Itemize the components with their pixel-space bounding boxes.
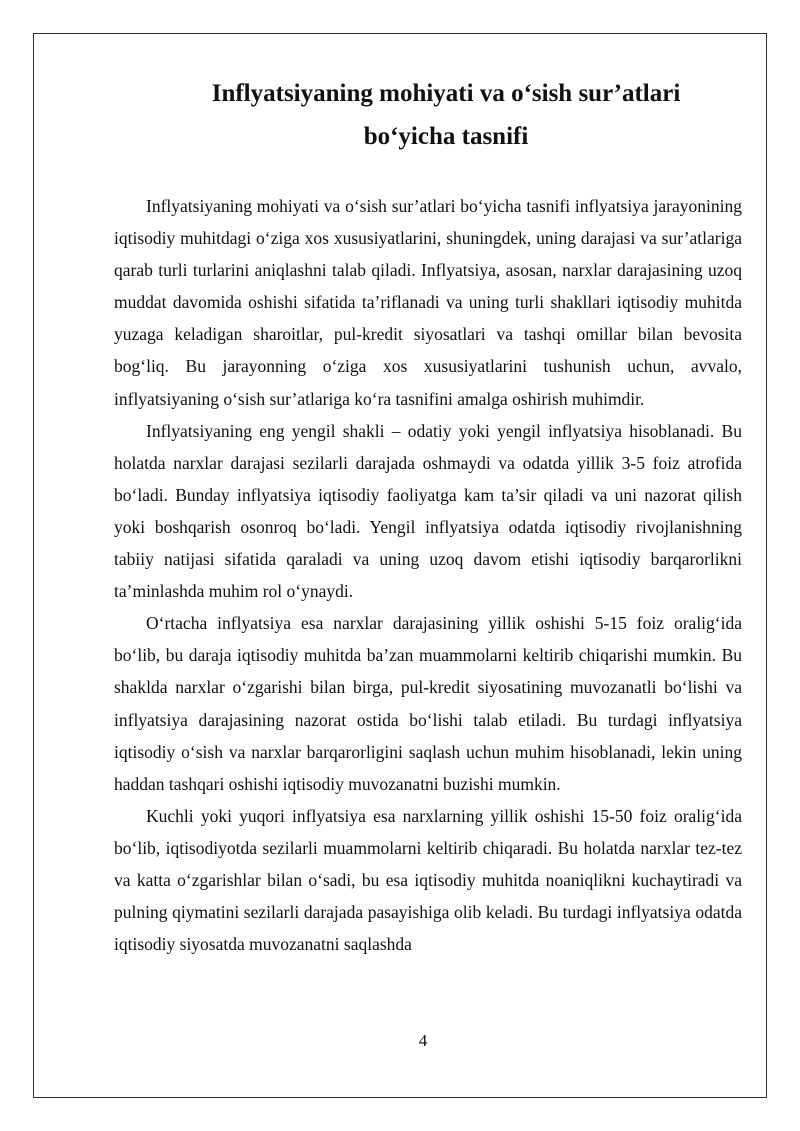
page-title [140, 72, 752, 158]
page-number: 4 [418, 1031, 428, 1050]
title-line-1: Inflyatsiyaning mohiyati va o‘sish sur’atlari [211, 80, 681, 107]
title-line-2: bo‘yicha tasnifi [363, 123, 529, 150]
body-text [114, 190, 742, 960]
paragraph-4: Kuchli yoki yuqori inflyatsiya esa narxlarning yillik oshishi 15-50 foiz oralig‘ida bo‘lib, iqtisodiyotda sezilarli muammolarni keltirib chiqaradi. Bu holatda narxlar tez-tez va katta o‘zgarishlar bilan o‘sadi, bu esa iqtisodiy muhitda noaniqlikni kuchaytiradi va pulning qiymatini sezilarli darajada pasayishiga olib keladi. Bu turdagi inflyatsiya odatda iqtisodiy siyosatda muvozanatni saqlashda [114, 805, 742, 955]
paragraph-3: O‘rtacha inflyatsiya esa narxlar darajasining yillik oshishi 5-15 foiz oralig‘ida bo‘lib, bu daraja iqtisodiy muhitda ba’zan muammolarni keltirib chiqarishi mumkin. Bu shaklda narxlar o‘zgarishi bilan birga, pul-kredit siyosatining muvozanatli bo‘lishi va inflyatsiya darajasining nazorat ostida bo‘lishi talab etiladi. Bu turdagi inflyatsiya iqtisodiy o‘sish va narxlar barqarorligini saqlash uchun muhim hisoblanadi, lekin uning haddan tashqari oshishi iqtisodiy muvozanatni buzishi mumkin. [114, 613, 742, 794]
paragraph-2: Inflyatsiyaning eng yengil shakli – odatiy yoki yengil inflyatsiya hisoblanadi. Bu holatda narxlar darajasi sezilarli darajada oshmaydi va odatda yillik 3-5 foiz atrofida bo‘ladi. Bunday inflyatsiya iqtisodiy faoliyatga kam ta’sir qiladi va uni nazorat qilish yoki boshqarish osonroq bo‘ladi. Yengil inflyatsiya odatda iqtisodiy rivojlanishning tabiiy natijasi sifatida qaraladi va uning uzoq davom etishi iqtisodiy barqarorlikni ta’minlashda muhim rol o‘ynaydi. [114, 420, 742, 602]
paragraph-1: Inflyatsiyaning mohiyati va o‘sish sur’atlari bo‘yicha tasnifi inflyatsiya jarayonining iqtisodiy muhitdagi o‘ziga xos xususiyatlarini, shuningdek, uning darajasi va sur’atlariga qarab turli turlarini aniqlashni talab qiladi. Inflyatsiya, asosan, narxlar darajasining uzoq muddat davomida oshishi sifatida ta’riflanadi va uning turli shakllari iqtisodiy muhitda yuzaga keladigan sharoitlar, pul-kredit siyosatlari va tashqi omillar bilan bevosita bog‘liq. Bu jarayonning o‘ziga xos xususiyatlarini tushunish uchun, avvalo, inflyatsiyaning o‘sish sur’atlariga ko‘ra tasnifini amalga oshirish muhimdir. [114, 196, 742, 409]
